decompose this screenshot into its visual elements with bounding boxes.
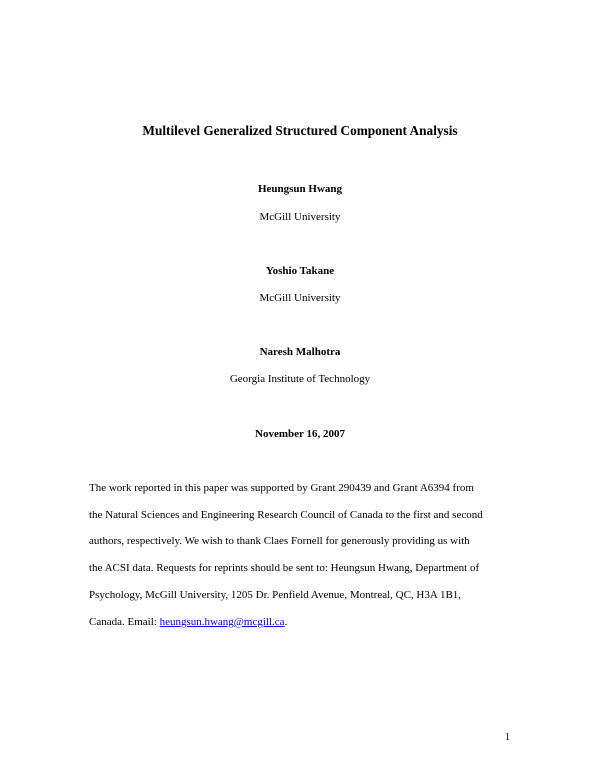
page-number: 1 — [505, 732, 510, 743]
author-affiliation-3: Georgia Institute of Technology — [229, 373, 371, 385]
email-link[interactable]: heungsun.hwang@mcgill.ca — [159, 616, 285, 628]
acknowledgement-line: the ACSI data. Requests for reprints should be sent to: Heungsun Hwang, Department of — [89, 562, 480, 574]
author-affiliation-1: McGill University — [259, 211, 341, 223]
author-name-1: Heungsun Hwang — [257, 183, 343, 195]
paper-date: November 16, 2007 — [255, 428, 345, 440]
acknowledgement-line: The work reported in this paper was supported by Grant 290439 and Grant A6394 from — [89, 482, 474, 494]
author-name-2: Yoshio Takane — [265, 265, 335, 277]
acknowledgement-line: authors, respectively. We wish to thank Claes Fornell for generously providing us with — [89, 535, 470, 547]
acknowledgement-line: Psychology, McGill University, 1205 Dr. Penfield Avenue, Montreal, QC, H3A 1B1, — [89, 589, 462, 601]
email-suffix: . — [284, 616, 288, 628]
author-name-3: Naresh Malhotra — [259, 346, 341, 358]
acknowledgement-last-line — [89, 614, 519, 630]
author-affiliation-2: McGill University — [259, 292, 341, 304]
email-prefix: Canada. Email: — [89, 616, 160, 628]
paper-title: Multilevel Generalized Structured Component Analysis — [142, 123, 458, 138]
acknowledgement-line: the Natural Sciences and Engineering Research Council of Canada to the first and second — [89, 509, 483, 521]
